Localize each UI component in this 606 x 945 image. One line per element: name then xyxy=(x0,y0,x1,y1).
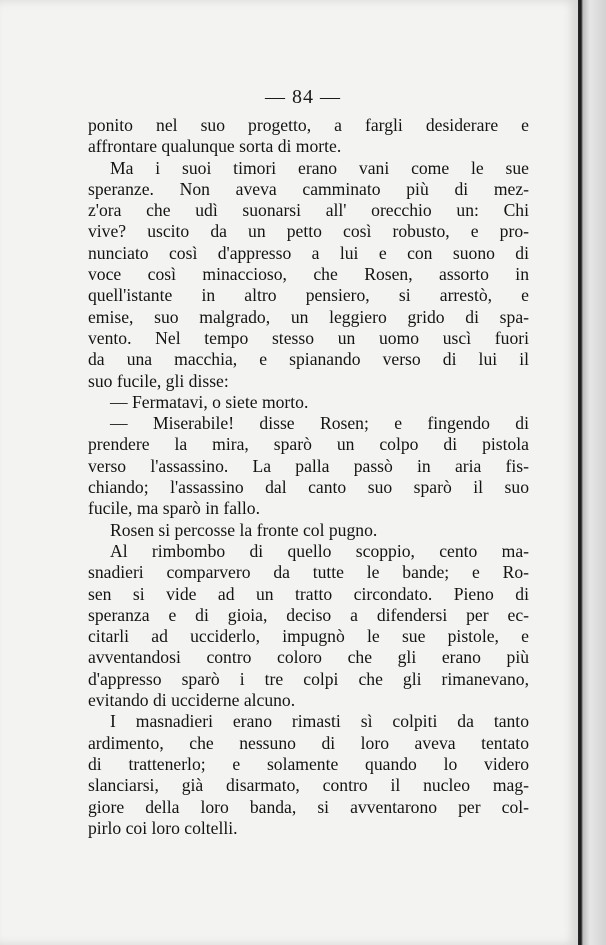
text-line: quell'istante in altro pensiero, si arrestò, e xyxy=(88,285,529,306)
text-line: affrontare qualunque sorta di morte. xyxy=(88,136,342,157)
text-line: voce così minaccioso, che Rosen, assorto in xyxy=(88,264,529,285)
text-line: citarli ad ucciderlo, impugnò le sue pistole, e xyxy=(88,626,529,647)
text-line: Rosen si percosse la fronte col pugno. xyxy=(110,519,378,540)
text-line: speranze. Non aveva camminato più di mez- xyxy=(88,178,529,199)
text-line: da una macchia, e spianando verso di lui il xyxy=(88,349,529,370)
text-line: slanciarsi, già disarmato, contro il nucleo mag- xyxy=(88,775,529,796)
text-line: verso l'assassino. La palla passò in aria fis- xyxy=(88,455,529,476)
text-line: Al rimbombo di quello scoppio, cento ma- xyxy=(110,540,529,561)
text-line: nunciato così d'appresso a lui e con suono di xyxy=(88,242,529,263)
text-line: I masnadieri erano rimasti sì colpiti da tanto xyxy=(110,711,529,732)
text-line: — Miserabile! disse Rosen; e fingendo di xyxy=(110,413,529,434)
text-line: speranza e di gioia, deciso a difendersi per ec- xyxy=(88,604,529,625)
text-line: prendere la mira, sparò un colpo di pistola xyxy=(88,434,529,455)
text-line: ardimento, che nessuno di loro aveva tentato xyxy=(88,732,529,753)
text-line: suo fucile, gli disse: xyxy=(88,370,229,391)
book-spine xyxy=(578,0,606,945)
text-line: z'ora che udì suonarsi all' orecchio un: Chi xyxy=(88,200,529,221)
text-line: sen si vide ad un tratto circondato. Pieno di xyxy=(88,583,529,604)
page-number: — 84 — xyxy=(265,86,341,108)
text-line: Ma i suoi timori erano vani come le sue xyxy=(110,157,529,178)
body-text xyxy=(88,115,529,839)
text-line: avventandosi contro coloro che gli erano più xyxy=(88,647,529,668)
text-line: fucile, ma sparò in fallo. xyxy=(88,498,260,519)
text-line: — Fermatavi, o siete morto. xyxy=(110,391,309,412)
text-line: pirlo coi loro coltelli. xyxy=(88,817,238,838)
text-line: ponito nel suo progetto, a fargli desiderare e xyxy=(88,115,529,135)
text-line: vento. Nel tempo stesso un uomo uscì fuori xyxy=(88,327,529,348)
text-line: vive? uscito da un petto così robusto, e pro- xyxy=(88,221,529,242)
text-line: di trattenerlo; e solamente quando lo videro xyxy=(88,753,529,774)
text-line: chiando; l'assassino dal canto suo sparò il suo xyxy=(88,477,529,498)
text-line: snadieri comparvero da tutte le bande; e Ro- xyxy=(88,562,529,583)
text-line: d'appresso sparò i tre colpi che gli rimanevano, xyxy=(88,668,529,689)
text-line: evitando di ucciderne alcuno. xyxy=(88,690,296,711)
text-line: emise, suo malgrado, un leggiero grido di spa- xyxy=(88,306,529,327)
text-line: giore della loro banda, si avventarono per col- xyxy=(88,796,529,817)
